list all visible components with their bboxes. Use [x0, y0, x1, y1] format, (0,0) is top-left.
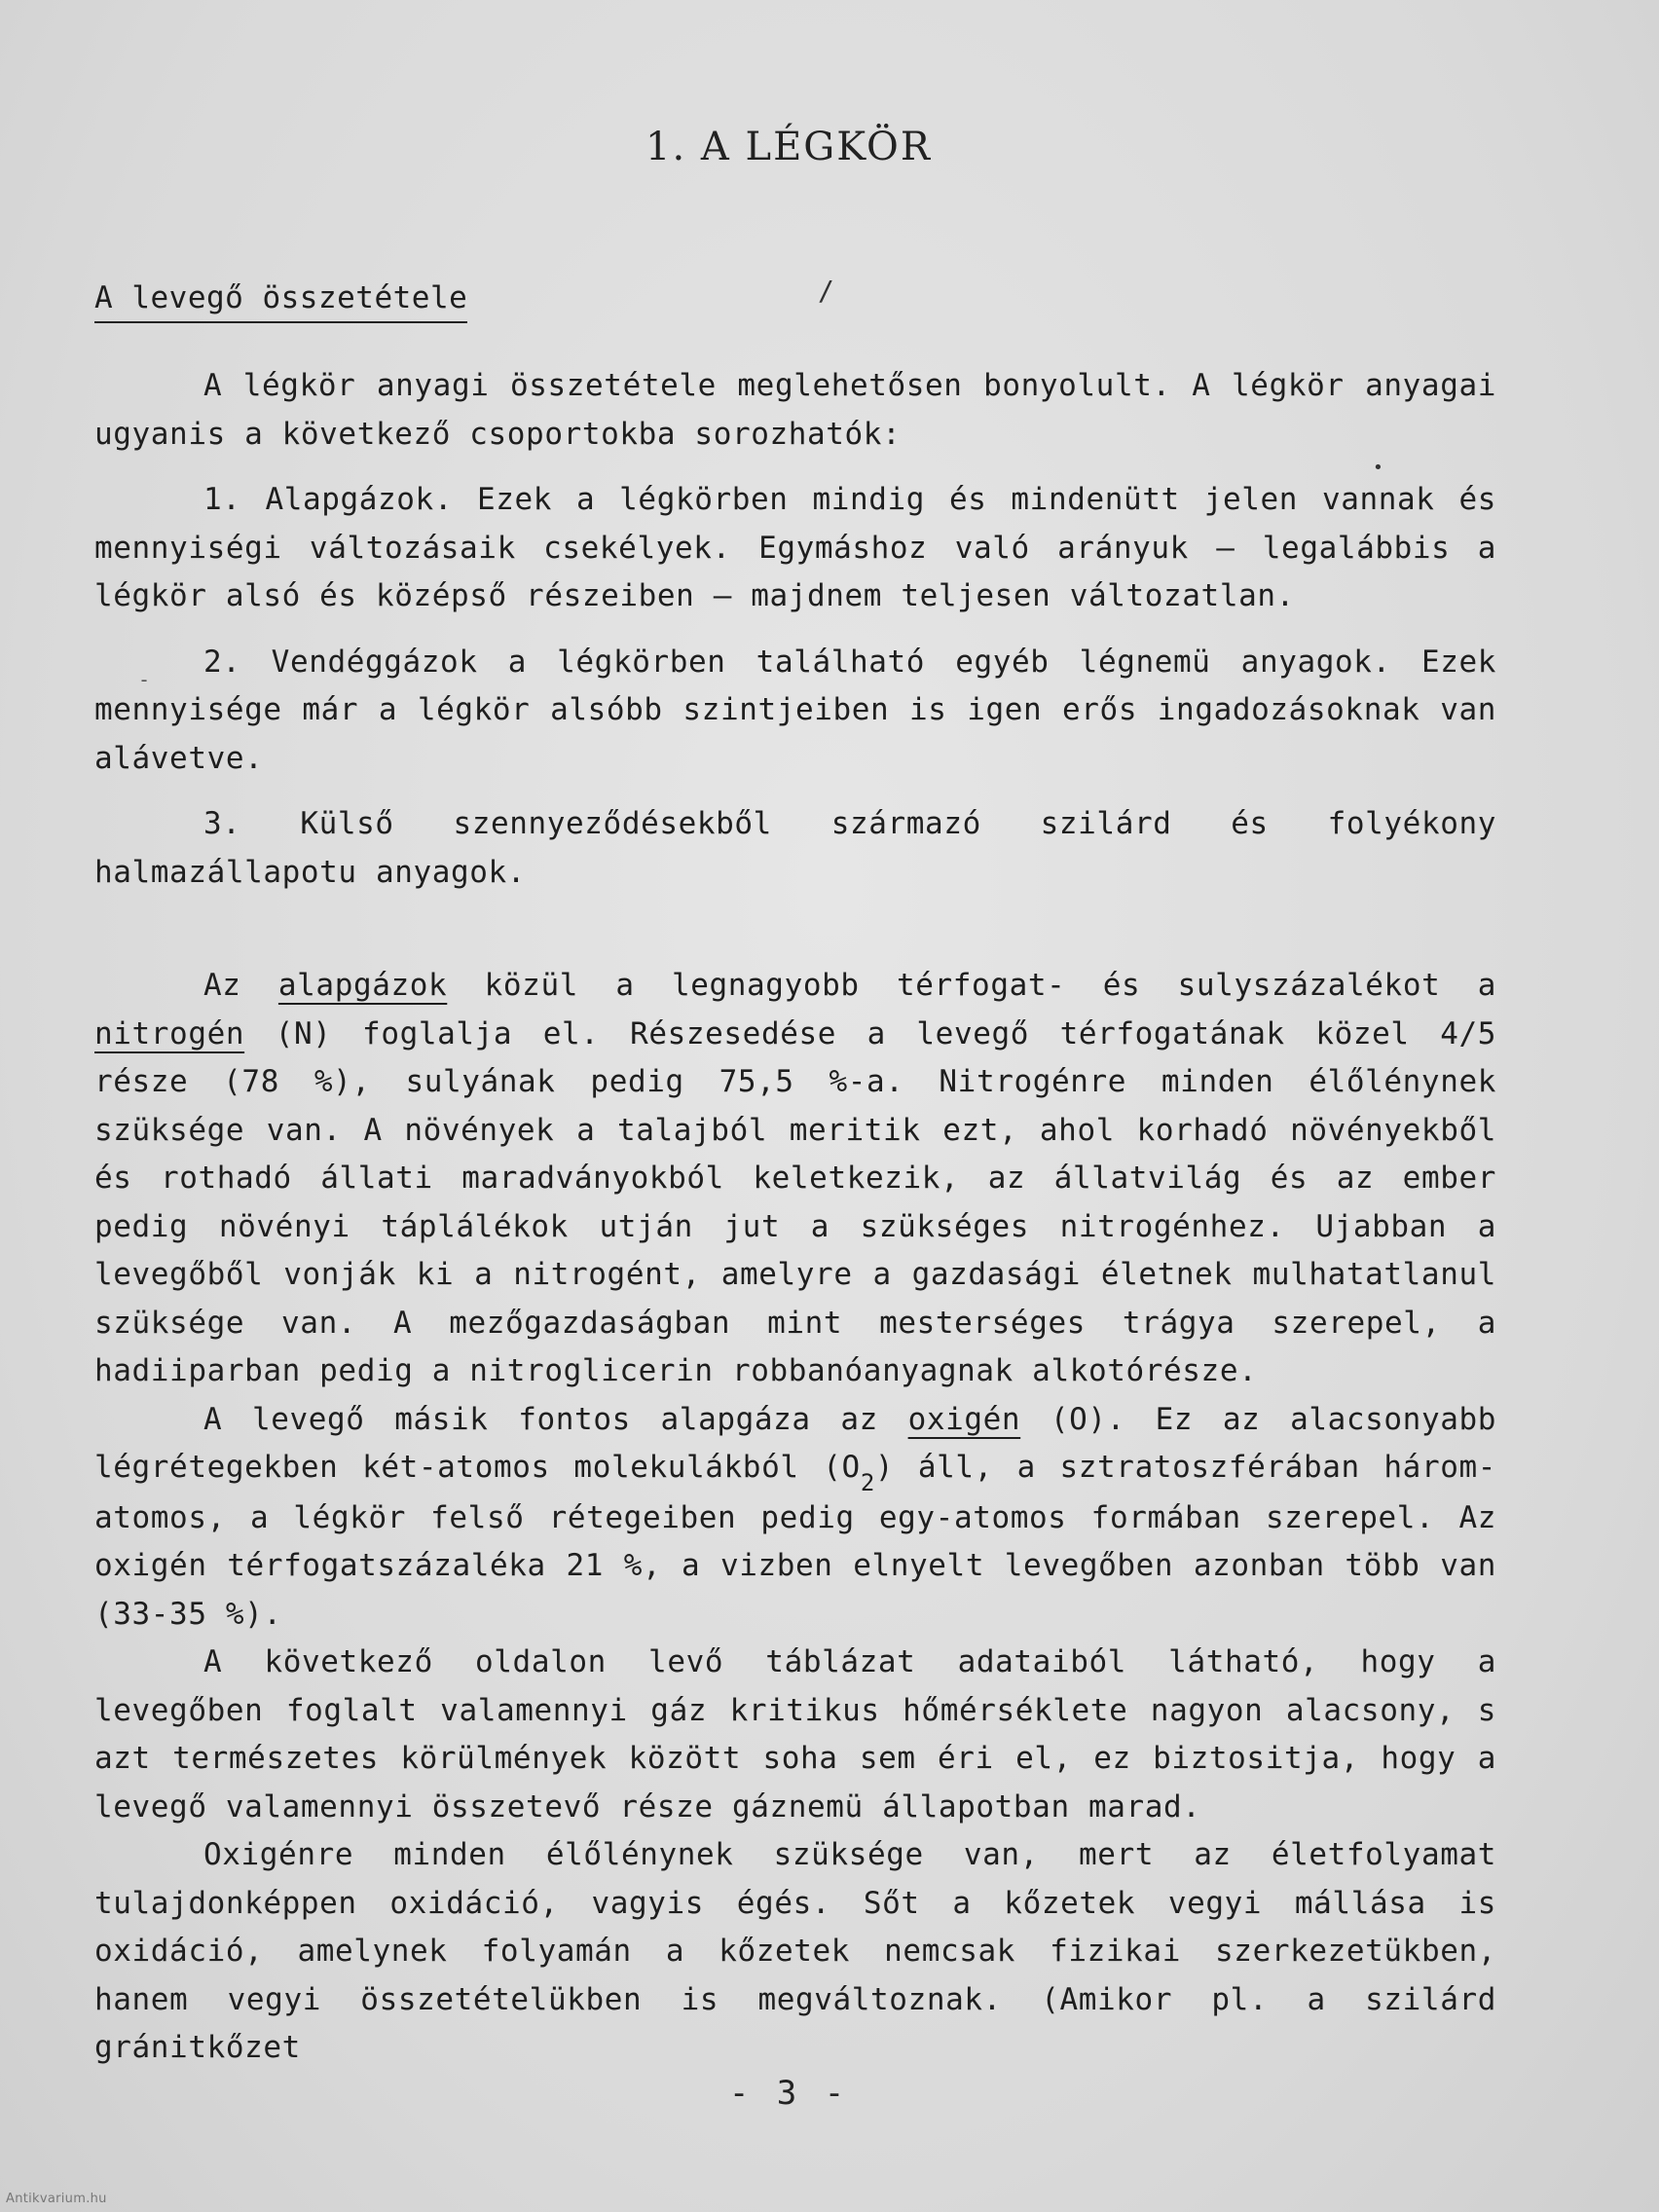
stray-dot-mark: • — [1373, 458, 1383, 478]
chapter-title: 1. A LÉGKÖR — [645, 125, 932, 169]
paragraph-critical-temperature: A következő oldalon levő táblázat adataiból látható, hogy a levegőben foglalt valamennyi gáz kritikus hőmérséklete nagyon alacsony, s azt természetes körülmények között soha sem éri el, ez biztositja, hogy a levegő valamennyi összetevő része gáznemü állapotban marad. — [94, 1644, 1496, 1825]
body-block — [94, 962, 1496, 2073]
underlined-term-alapgazok: alapgázok — [277, 968, 448, 1003]
underlined-term-nitrogen: nitrogén — [94, 1015, 245, 1051]
paragraph-list-item-2: 2. Vendéggázok a légkörben található egyéb légnemü anyagok. Ezek mennyisége már a légkör alsóbb szintjeiben is igen erős ingadozásoknak van alávetve. — [94, 644, 1496, 776]
underlined-term-oxigen: oxigén — [907, 1401, 1021, 1437]
page-number: - 3 - — [728, 2074, 849, 2113]
stray-dash-mark: - — [138, 668, 151, 691]
paragraph-list-item-1: 1. Alapgázok. Ezek a légkörben mindig és mindenütt jelen vannak és mennyiségi változásaik csekélyek. Egymáshoz való arányuk – legalábbis a légkör alsó és középső részeiben – majdnem teljesen változatlan. — [94, 482, 1496, 613]
watermark: Antikvarium.hu — [6, 2192, 107, 2206]
paragraph-nitrogen: Az alapgázok közül a legnagyobb térfogat- és sulyszázalékot a nitrogén (N) foglalja el. Részesedése a levegő térfogatának közel 4/5 része (78 %), sulyának pedig 75,5 %-a. Nitrogénre minden élőlénynek szüksége van. A növények a talajból meritik ezt, ahol korhadó növényekből és rothadó állati maradványokból keletkezik, az állatvilág és az ember pedig növényi táplálékok utján jut a szükséges nitrogénhez. Ujabban a levegőből vonják ki a nitrogént, amelyre a gazdasági életnek mulhatatlanul szüksége van. A mezőgazdaságban mint mesterséges trágya szerepel, a hadiiparban pedig a nitroglicerin robbanóanyagnak alkotórésze. — [94, 968, 1496, 1388]
paragraph-oxygen: A levegő másik fontos alapgáza az oxigén (O). Ez az alacsonyabb légrétegekben két-atomos molekulákból $(O_2)$ áll, a sztratoszférában három-atomos, a légkör felső rétegeiben pedig egy-atomos formában szerepel. Az oxigén térfogatszázaléka 21 %, a vizben elnyelt levegőben azonban több van (33-35 %). — [94, 1401, 1496, 1632]
paragraph-intro: A légkör anyagi összetétele meglehetősen bonyolult. A légkör anyagai ugyanis a következő csoportokba sorozhatók: — [94, 368, 1496, 452]
stray-pen-mark: / — [818, 275, 834, 307]
paragraph-list-item-3: 3. Külső szennyeződésekből származó szilárd és folyékony halmazállapotu anyagok. — [94, 806, 1496, 890]
paragraph-oxidation: Oxigénre minden élőlénynek szüksége van, mert az életfolyamat tulajdonképpen oxidáció, vagyis égés. Sőt a kőzetek vegyi mállása is oxidáció, amelynek folyamán a kőzetek nemcsak fizikai szerkezetükben, hanem vegyi összetételükben is megváltoznak. (Amikor pl. a szilárd gránitkőzet — [94, 1837, 1496, 2065]
section-heading: A levegő összetétele — [94, 280, 467, 323]
intro-block — [94, 362, 1496, 897]
subscript-2: 2 — [860, 1469, 875, 1496]
